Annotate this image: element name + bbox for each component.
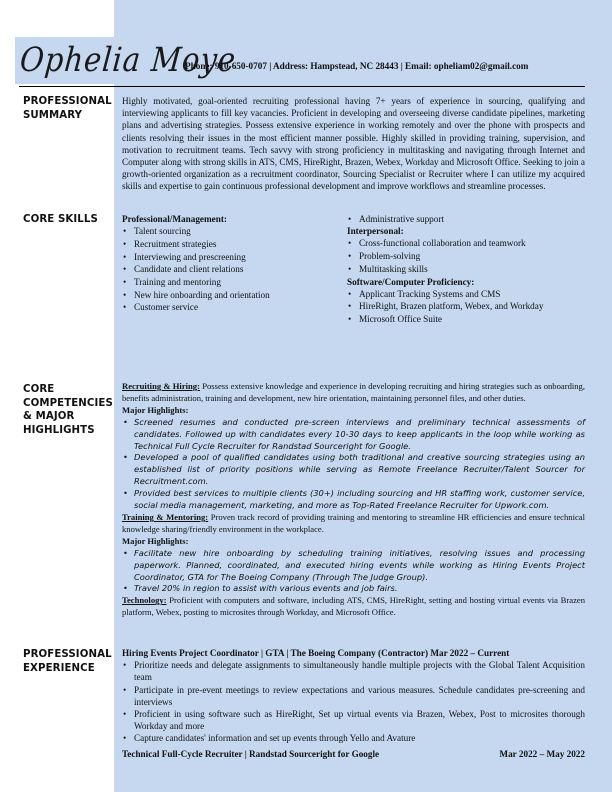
- summary-text: Highly motivated, goal-oriented recruiting professional having 7+ years of experience in sourcing, qualifying and interviewing applicants to fill key vacancies. Proficient in developing and overseeing diverse candidate pipelines, marketing plans and advertising strategies. Possess extensive experience in working remotely and over the phone with prospects and clients resolving their issues in the most efficient manner possible. Highly skilled in providing training, supervision, and motivation to recruitment teams. Tech savvy with strong proficiency in multitasking and navigating through Internet and Computer along with strong skills in ATS, CMS, HireRight, Brazen, Webex, Workday and Microsoft Office. Seeking to join a growth-oriented organization as a recruitment coordinator, Sourcing Specialist or Recruiter where I can utilize my acquired skills and expertise to gain continuous professional development and improve workflows and streamline processes.: [122, 96, 585, 192]
- job-title: Technical Full-Cycle Recruiter | Randstad Sourceright for Google: [122, 748, 380, 759]
- skill-item: • Applicant Tracking Systems and CMS: [347, 288, 585, 300]
- competency-text: Proven track record of providing training and mentoring to streamline HR efficiencies and ensure technical knowledge sharing/friendly environment in the workplace.: [122, 511, 585, 534]
- skills-column-1: [122, 213, 347, 326]
- skill-item: • Administrative support: [347, 213, 585, 225]
- job-bullet: • Prioritize needs and delegate assignments to simultaneously handle multiple projects with the Global Talent Acquisition team: [122, 659, 585, 683]
- candidate-name: Ophelia Moye: [18, 40, 238, 80]
- competency-heading: Recruiting & Hiring:: [122, 381, 200, 391]
- skill-item: • Interviewing and prescreening: [122, 251, 347, 263]
- job-dates: Mar 2022 – May 2022: [499, 748, 585, 759]
- skill-item: • Candidate and client relations: [122, 263, 347, 275]
- job-header: [122, 748, 585, 760]
- highlight-item: • Provided best services to multiple clients (30+) including sourcing and HR staffing work, customer service, social media management, marketing, and more as Top-Rated Freelance Recruiter for Upwork.com.: [122, 488, 585, 512]
- section-label-skills: CORE SKILLS: [23, 214, 98, 225]
- highlight-item: • Travel 20% in region to assist with various events and job fairs.: [122, 583, 585, 595]
- highlight-item: • Facilitate new hire onboarding by scheduling training initiatives, resolving issues and processing paperwork. Planned, coordinated, and executed hiring events while working as Hiring Events Project Coordinator, GTA for The Boeing Company (Through The Judge Group).: [122, 548, 585, 584]
- skill-item: • HireRight, Brazen platform, Webex, and Workday: [347, 300, 585, 312]
- job-bullet: • Participate in pre-event meetings to review expectations and various measures. Schedule candidates pre-screening and interviews: [122, 684, 585, 708]
- skill-item: • Problem-solving: [347, 250, 585, 262]
- job-header: [122, 647, 585, 659]
- job-bullet: • Proficient in using software such as HireRight, Set up virtual events via Brazen, Webex, Post to microsites thorough Workday and more: [122, 708, 585, 732]
- section-label-competencies: CORE COMPETENCIES & MAJOR HIGHLIGHTS: [23, 384, 113, 436]
- skill-item: • Recruitment strategies: [122, 238, 347, 250]
- highlight-item: • Screened resumes and conducted pre-screen interviews and preliminary technical assessments of candidates. Followed up with candidates every 10-30 days to keep applicants in the loop while working as Technical Full Cycle Recruiter for Randstad Sourceright for Google.: [122, 417, 585, 453]
- skill-item: • Multitasking skills: [347, 263, 585, 275]
- skill-item: • Talent sourcing: [122, 225, 347, 237]
- job-title: Hiring Events Project Coordinator | GTA | The Boeing Company (Contractor) Mar 2022 – Current: [122, 648, 510, 658]
- skills-column-2: [347, 213, 585, 326]
- competencies-section: [122, 381, 585, 619]
- header-divider: [19, 86, 585, 87]
- section-label-experience: PROFESSIONAL EXPERIENCE: [23, 649, 112, 674]
- skills-section: [122, 213, 585, 326]
- skill-item: • New hire onboarding and orientation: [122, 289, 347, 301]
- skills-group-title: Professional/Management:: [122, 214, 227, 224]
- skill-item: • Cross-functional collaboration and teamwork: [347, 237, 585, 249]
- competency-technology: [122, 595, 585, 619]
- experience-section: [122, 647, 585, 760]
- skills-group-title: Interpersonal:: [347, 226, 404, 237]
- job-bullet: • Capture candidates' information and set up events through Yello and Avature: [122, 732, 585, 744]
- competency-training: [122, 512, 585, 536]
- highlights-label: Major Highlights:: [122, 404, 189, 415]
- contact-info: Phone: 910-650-0707 | Address: Hampstead, NC 28443 | Email: opheliam02@gmail.com: [185, 61, 529, 71]
- skills-group-title: Software/Computer Proficiency:: [347, 276, 475, 287]
- competency-text: Possess extensive knowledge and experience in developing recruiting and hiring strategies such as onboarding, benefits administration, training and development, new hire orientation, maintaining personnel files, and other duties.: [122, 381, 585, 403]
- competency-text: Proficient with computers and software, including ATS, CMS, HireRight, setting and hosting virtual events via Brazen platform, Webex, posting to microsites through Workday, and Microsoft Office.: [122, 595, 585, 618]
- competency-heading: Training & Mentoring:: [122, 511, 209, 522]
- highlight-item: • Developed a pool of qualified candidates using both traditional and creative sourcing strategies using an established list of priority positions while serving as Remote Freelance Recruiter/Talent Sourcer for Recruitment.com.: [122, 452, 585, 488]
- competency-heading: Technology:: [122, 595, 167, 606]
- skill-item: • Training and mentoring: [122, 276, 347, 288]
- highlights-label: Major Highlights:: [122, 535, 189, 546]
- section-label-summary: PROFESSIONAL SUMMARY: [23, 96, 112, 121]
- competency-recruiting: [122, 381, 585, 405]
- skill-item: • Customer service: [122, 301, 347, 313]
- skill-item: • Microsoft Office Suite: [347, 313, 585, 325]
